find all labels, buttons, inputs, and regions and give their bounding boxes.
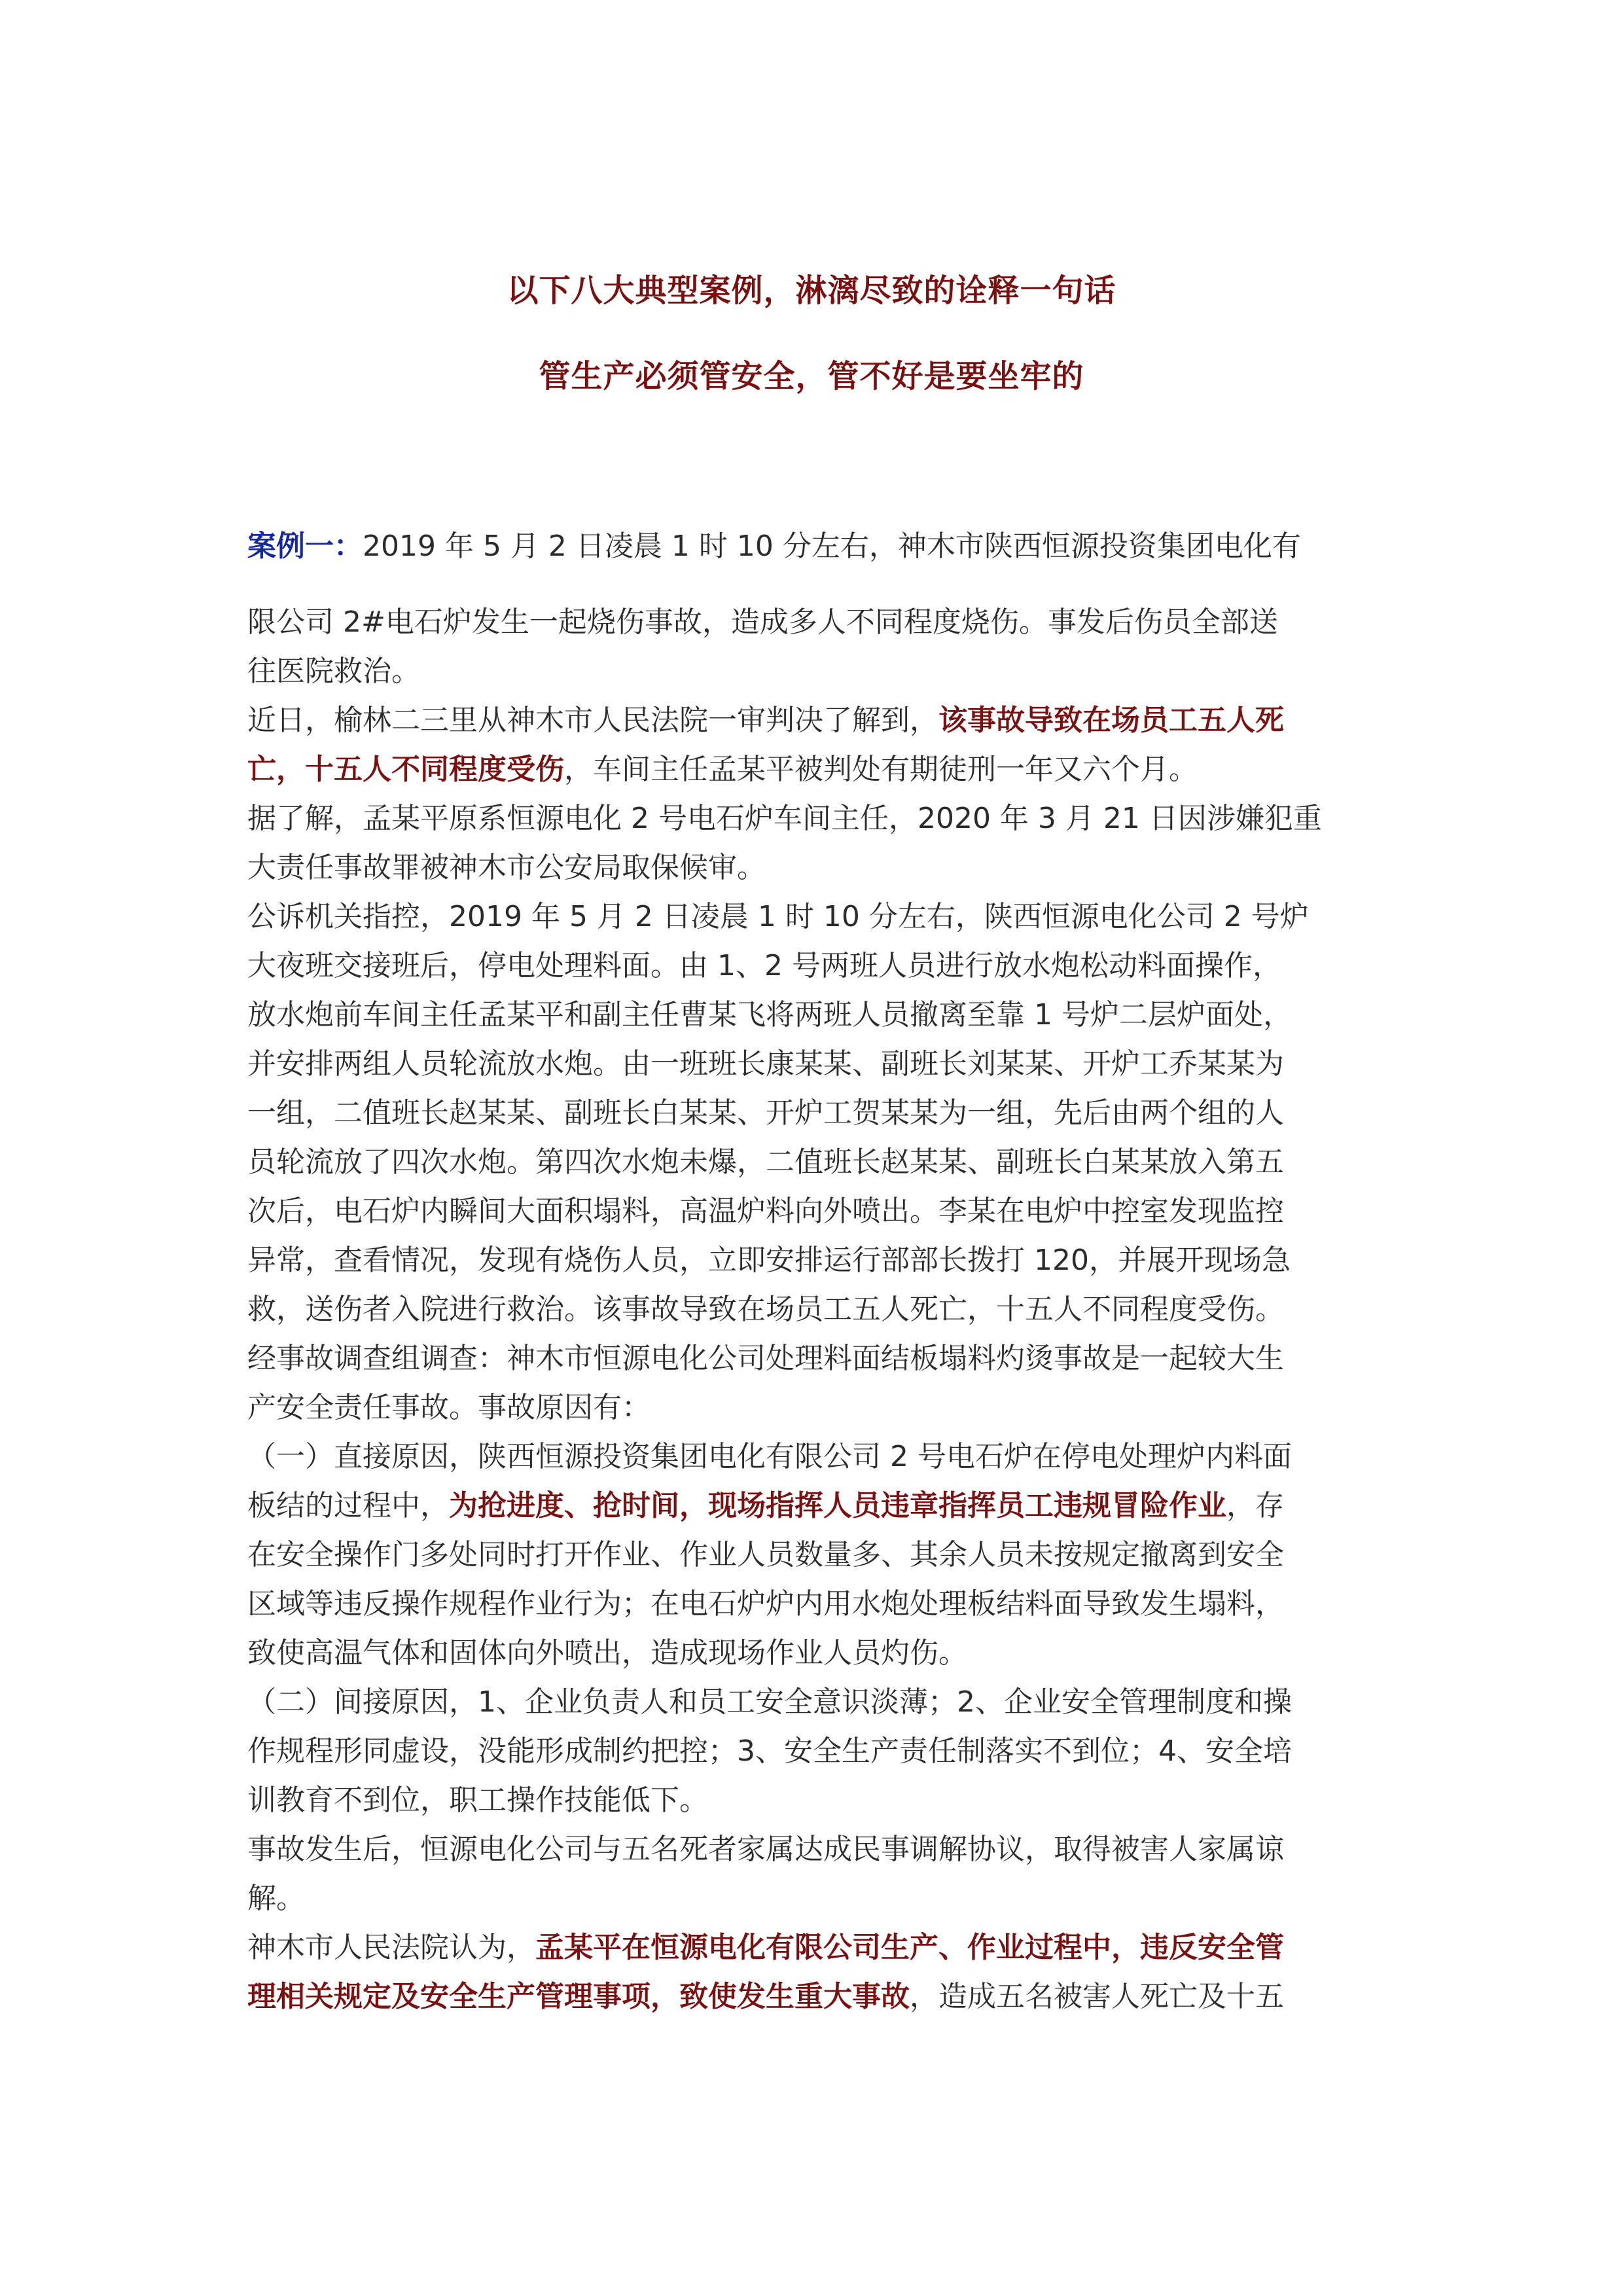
text-line bbox=[247, 1636, 1399, 1671]
body-text: 往医院救治。 bbox=[247, 655, 420, 688]
text-line bbox=[247, 1292, 1399, 1327]
body-text: （一）直接原因，陕西恒源投资集团电化有限公司 2 号电石炉在停电处理炉内料面 bbox=[247, 1440, 1292, 1473]
text-line bbox=[247, 997, 1399, 1033]
body-text: ，车间主任孟某平被判处有期徒刑一年又六个月。 bbox=[564, 753, 1198, 786]
case-one-body bbox=[247, 529, 1399, 2028]
highlighted-text: 为抢进度、抢时间，现场指挥人员违章指挥员工违规冒险作业 bbox=[449, 1489, 1226, 1522]
text-line bbox=[247, 752, 1399, 787]
text-line bbox=[247, 1979, 1399, 2015]
body-text: 限公司 2#电石炉发生一起烧伤事故，造成多人不同程度烧伤。事发后伤员全部送 bbox=[247, 605, 1278, 639]
text-line bbox=[247, 1488, 1399, 1524]
body-text: 事故发生后，恒源电化公司与五名死者家属达成民事调解协议，取得被害人家属谅 bbox=[247, 1833, 1284, 1866]
highlighted-text: 亡，十五人不同程度受伤 bbox=[247, 753, 564, 786]
body-text: 致使高温气体和固体向外喷出，造成现场作业人员灼伤。 bbox=[247, 1636, 967, 1670]
body-text: 近日，榆林二三里从神木市人民法院一审判决了解到， bbox=[247, 704, 938, 737]
body-text: 一组，二值班长赵某某、副班长白某某、开炉工贺某某为一组，先后由两个组的人 bbox=[247, 1096, 1284, 1130]
body-text: 在安全操作门多处同时打开作业、作业人员数量多、其余人员未按规定撤离到安全 bbox=[247, 1538, 1284, 1571]
body-text: 公诉机关指控，2019 年 5 月 2 日凌晨 1 时 10 分左右，陕西恒源电化公司 2 号炉 bbox=[247, 900, 1309, 933]
text-line bbox=[247, 1783, 1399, 1818]
text-line bbox=[247, 1047, 1399, 1082]
text-line bbox=[247, 850, 1399, 886]
text-line bbox=[247, 1930, 1399, 1965]
text-line bbox=[247, 1243, 1399, 1278]
body-text: 并安排两组人员轮流放水炮。由一班班长康某某、副班长刘某某、开炉工乔某某为 bbox=[247, 1047, 1284, 1081]
body-text: 放水炮前车间主任孟某平和副主任曹某飞将两班人员撤离至靠 1 号炉二层炉面处， bbox=[247, 998, 1292, 1031]
text-line bbox=[247, 1390, 1399, 1426]
highlighted-text: 孟某平在恒源电化有限公司生产、作业过程中，违反安全管 bbox=[535, 1931, 1284, 1964]
body-text: 板结的过程中， bbox=[247, 1489, 449, 1522]
body-text: 据了解，孟某平原系恒源电化 2 号电石炉车间主任，2020 年 3 月 21 日因涉嫌犯重 bbox=[247, 802, 1322, 835]
page-title: 以下八大典型案例，淋漓尽致的诠释一句话 bbox=[507, 272, 1116, 309]
text-line bbox=[247, 529, 1399, 564]
body-text: 员轮流放了四次水炮。第四次水炮未爆，二值班长赵某某、副班长白某某放入第五 bbox=[247, 1145, 1284, 1179]
body-text: 神木市人民法院认为， bbox=[247, 1931, 535, 1964]
body-text: 产安全责任事故。事故原因有： bbox=[247, 1391, 651, 1424]
body-text: 解。 bbox=[247, 1882, 305, 1915]
text-line bbox=[247, 1537, 1399, 1573]
text-line bbox=[247, 1439, 1399, 1475]
text-line bbox=[247, 1341, 1399, 1376]
body-text: 作规程形同虚设，没能形成制约把控；3、安全生产责任制落实不到位；4、安全培 bbox=[247, 1734, 1292, 1768]
body-text: 区域等违反操作规程作业行为；在电石炉炉内用水炮处理板结料面导致发生塌料， bbox=[247, 1587, 1284, 1621]
body-text: 2019 年 5 月 2 日凌晨 1 时 10 分左右，神木市陕西恒源投资集团电化有 bbox=[363, 529, 1301, 563]
body-text: 训教育不到位，职工操作技能低下。 bbox=[247, 1784, 708, 1817]
text-line bbox=[247, 1832, 1399, 1867]
text-line bbox=[247, 1145, 1399, 1180]
text-line bbox=[247, 1685, 1399, 1720]
case-label: 案例一： bbox=[247, 529, 363, 563]
body-text: ，造成五名被害人死亡及十五 bbox=[910, 1980, 1284, 2013]
text-line bbox=[247, 801, 1399, 836]
highlighted-text: 理相关规定及安全生产管理事项，致使发生重大事故 bbox=[247, 1980, 910, 2013]
body-text: ，存 bbox=[1226, 1489, 1284, 1522]
text-line bbox=[247, 1587, 1399, 1622]
page-subtitle: 管生产必须管安全，管不好是要坐牢的 bbox=[539, 358, 1084, 395]
text-line bbox=[247, 703, 1399, 738]
text-line bbox=[247, 1194, 1399, 1229]
body-text: 大夜班交接班后，停电处理料面。由 1、2 号两班人员进行放水炮松动料面操作， bbox=[247, 949, 1281, 982]
text-line bbox=[247, 948, 1399, 984]
body-text: 经事故调查组调查：神木市恒源电化公司处理料面结板塌料灼烫事故是一起较大生 bbox=[247, 1342, 1284, 1375]
highlighted-text: 该事故导致在场员工五人死 bbox=[938, 704, 1284, 737]
body-text: 异常，查看情况，发现有烧伤人员，立即安排运行部部长拨打 120，并展开现场急 bbox=[247, 1244, 1291, 1277]
body-text: 大责任事故罪被神木市公安局取保候审。 bbox=[247, 851, 766, 884]
text-line bbox=[247, 899, 1399, 935]
text-line bbox=[247, 654, 1399, 689]
text-line bbox=[247, 1734, 1399, 1769]
text-line bbox=[247, 605, 1399, 640]
text-line bbox=[247, 1881, 1399, 1916]
body-text: 救，送伤者入院进行救治。该事故导致在场员工五人死亡，十五人不同程度受伤。 bbox=[247, 1293, 1284, 1326]
body-text: 次后，电石炉内瞬间大面积塌料，高温炉料向外喷出。李某在电炉中控室发现监控 bbox=[247, 1194, 1284, 1228]
text-line bbox=[247, 1096, 1399, 1131]
body-text: （二）间接原因，1、企业负责人和员工安全意识淡薄；2、企业安全管理制度和操 bbox=[247, 1685, 1292, 1719]
